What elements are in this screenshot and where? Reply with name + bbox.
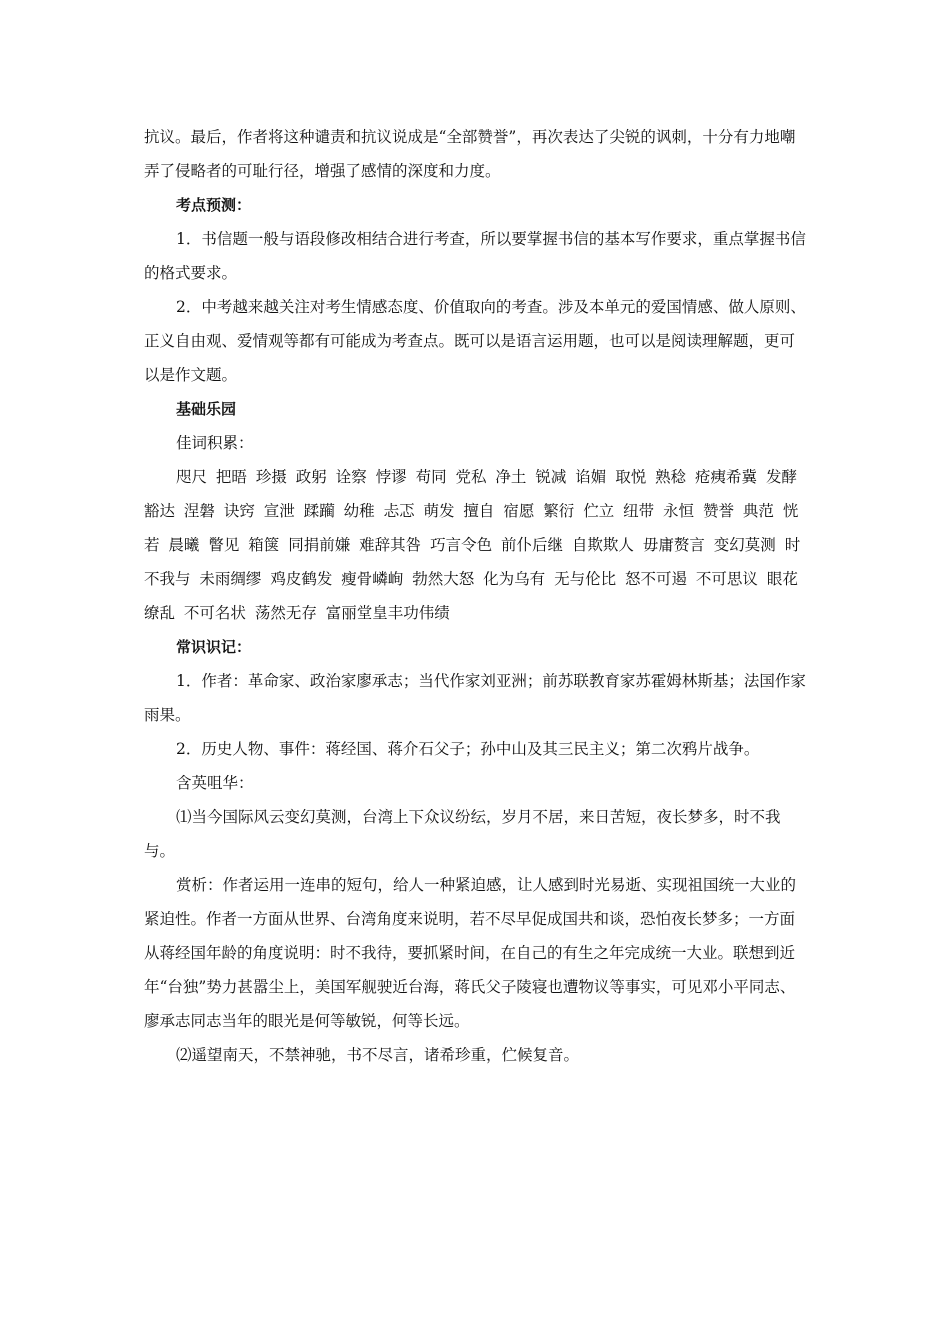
changshi-item-2: 2．历史人物、事件：蒋经国、蒋介石父子；孙中山及其三民主义；第二次鸦片战争。 [176,740,760,758]
kaodian-item-2: 2．中考越来越关注对考生情感态度、价值取向的考查。涉及本单元的爱国情感、做人原则、正义自由观、爱情观等都有可能成为考查点。既可以是语言运用题，也可以是阅读理解题，更可以是作文题。 [144,298,806,384]
hanying-quote-1: ⑴当今国际风云变幻莫测，台湾上下众议纷纭，岁月不居，来日苦短，夜长梦多，时不我与。 [144,808,781,860]
changshi-item-1: 1．作者：革命家、政治家廖承志；当代作家刘亚洲；前苏联教育家苏霍姆林斯基；法国作家雨果。 [144,672,806,724]
changshi-heading: 常识识记： [176,638,252,656]
kaodian-item-1: 1．书信题一般与语段修改相结合进行考查，所以要掌握书信的基本写作要求，重点掌握书信的格式要求。 [144,230,806,282]
hanying-quote-2: ⑵遥望南天，不禁神驰，书不尽言，诸希珍重，伫候复音。 [176,1046,580,1064]
vocabulary-list: 咫尺 把晤 珍摄 政躬 诠察 悖谬 苟同 党私 净土 锐减 谄媚 取悦 熟稔 疮痍希冀 发酵 豁达 涅磐 诀窍 宣泄 蹂躏 幼稚 忐忑 萌发 擅自 宿愿 繁衍 伫立 纽带 永恒 赞誉 典范 恍若 晨曦 瞥见 箱箧 同捐前嫌 难辞其咎 巧言令色 前仆后继 自欺欺人 毋庸赘言 变幻莫测 时不我与 未雨绸缪 鸡皮鹤发 瘦骨嶙峋 勃然大怒 化为乌有 无与伦比 怒不可遏 不可思议 眼花缭乱 不可名状 荡然无存 富丽堂皇丰功伟绩 [144,468,801,622]
hanying-heading: 含英咀华： [176,774,254,792]
jichu-subheading: 佳词积累： [176,434,254,452]
jichu-heading: 基础乐园 [176,400,237,418]
kaodian-heading: 考点预测： [176,196,252,214]
hanying-analysis: 赏析：作者运用一连串的短句，给人一种紧迫感，让人感到时光易逝、实现祖国统一大业的紧迫性。作者一方面从世界、台湾角度来说明，若不尽早促成国共和谈，恐怕夜长梦多；一方面从蒋经国年龄的角度说明：时不我待，要抓紧时间，在自己的有生之年完成统一大业。联想到近年“台独”势力甚嚣尘上，美国军舰驶近台海，蒋氏父子陵寝也遭物议等事实，可见邓小平同志、廖承志同志当年的眼光是何等敏锐，何等长远。 [144,876,797,1030]
intro-paragraph: 抗议。最后，作者将这种谴责和抗议说成是“全部赞誉”，再次表达了尖锐的讽刺，十分有力地嘲弄了侵略者的可耻行径，增强了感情的深度和力度。 [144,128,796,180]
